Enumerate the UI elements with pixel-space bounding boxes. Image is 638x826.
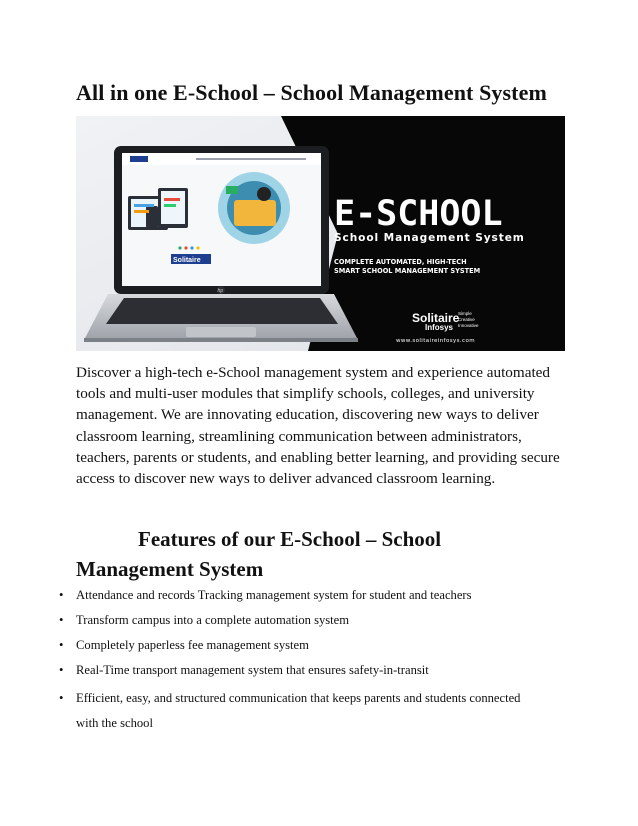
- brand-word-3: Innovative: [458, 323, 479, 328]
- bullet-icon: •: [59, 638, 64, 652]
- bullet-icon: •: [59, 663, 64, 677]
- eschool-banner-image: [76, 116, 565, 351]
- feature-item-text: Attendance and records Tracking management system for student and teachers: [76, 588, 472, 602]
- feature-item: [0, 586, 536, 611]
- intro-paragraph: Discover a high-tech e-School management system and experience automated tools and multi-user modules that simplify schools, colleges, and university management. We are innovating education, discovering new ways to deliver classroom learning, streamlining communication between administrators, teachers, parents or students, and enabling better learning, and providing secure access to discover new ways to deliver advanced classroom learning.: [76, 364, 560, 488]
- laptop-keyboard: [106, 298, 338, 324]
- feature-item-text: Completely paperless fee management system: [76, 638, 309, 652]
- banner-website: www.solitaireinfosys.com: [396, 338, 475, 344]
- features-heading-line-1: Features of our E-School – School: [138, 527, 442, 551]
- brand-word-1: Simple: [458, 311, 472, 316]
- page-title: All in one E-School – School Management System: [76, 80, 547, 105]
- banner-headline: E-SCHOOL: [334, 194, 503, 234]
- screen-brand-text: Solitaire: [173, 257, 201, 264]
- banner-tagline-1: COMPLETE AUTOMATED, HIGH-TECH: [334, 258, 467, 266]
- features-heading-line-2: Management System: [76, 557, 264, 581]
- feature-item-text: Efficient, easy, and structured communication that keeps parents and students connected with the school: [76, 691, 521, 730]
- bullet-icon: •: [59, 613, 64, 627]
- feature-item: [0, 611, 536, 636]
- features-heading: [76, 524, 546, 584]
- feature-item: [0, 636, 536, 661]
- laptop-logo-text: hp: [217, 288, 224, 294]
- brand-logo-main: Solitaire: [412, 311, 460, 325]
- brand-logo-sub: Infosys: [425, 323, 454, 332]
- banner-subhead: School Management System: [334, 232, 525, 244]
- bullet-icon: •: [59, 588, 64, 602]
- feature-item-text: Transform campus into a complete automation system: [76, 613, 350, 627]
- feature-item-text: Real-Time transport management system that ensures safety-in-transit: [76, 663, 429, 677]
- features-list: [0, 586, 536, 736]
- feature-item: [0, 661, 536, 686]
- bullet-icon: •: [59, 691, 64, 705]
- banner-tagline-2: SMART SCHOOL MANAGEMENT SYSTEM: [334, 267, 481, 275]
- brand-word-2: Creative: [458, 317, 475, 322]
- feature-item: [0, 686, 536, 736]
